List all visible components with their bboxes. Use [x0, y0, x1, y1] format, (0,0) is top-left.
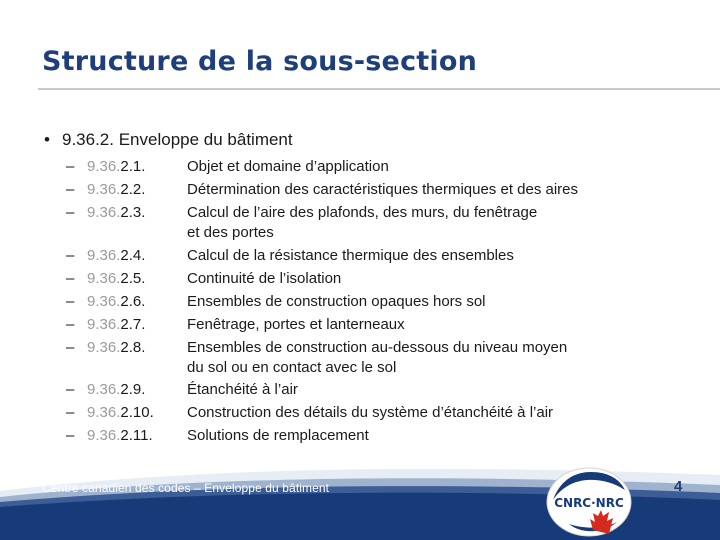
- item-number: 9.36.2.9.: [87, 381, 146, 398]
- logo-wordmark: CNRC·NRC: [554, 496, 624, 510]
- item-description: Calcul de la résistance thermique des ensembles: [187, 247, 514, 264]
- item-description: Fenêtrage, portes et lanterneaux: [187, 316, 405, 333]
- dash-marker: –: [66, 270, 75, 287]
- page-number: 4: [674, 478, 683, 495]
- slide-title: Structure de la sous-section: [42, 46, 478, 77]
- item-number: 9.36.2.10.: [87, 404, 154, 421]
- item-number: 9.36.2.4.: [87, 247, 146, 264]
- dash-marker: –: [66, 181, 75, 198]
- dash-marker: –: [66, 381, 75, 398]
- dash-marker: –: [66, 316, 75, 333]
- item-number: 9.36.2.1.: [87, 158, 146, 175]
- item-description: Étanchéité à l’air: [187, 381, 298, 398]
- item-number: 9.36.2.2.: [87, 181, 146, 198]
- dash-marker: –: [66, 204, 75, 221]
- bullet-marker: •: [44, 130, 50, 149]
- item-number: 9.36.2.3.: [87, 204, 146, 221]
- item-number: 9.36.2.7.: [87, 316, 146, 333]
- item-number: 9.36.2.5.: [87, 270, 146, 287]
- dash-marker: –: [66, 404, 75, 421]
- item-description-continuation: et des portes: [187, 224, 274, 241]
- dash-marker: –: [66, 339, 75, 356]
- item-description: Objet et domaine d’application: [187, 158, 389, 175]
- item-description: Solutions de remplacement: [187, 427, 369, 444]
- cnrc-nrc-logo: [543, 464, 635, 540]
- footer-caption: Centre canadien des codes – Enveloppe du bâtiment: [42, 481, 330, 495]
- item-description: Calcul de l’aire des plafonds, des murs, du fenêtrage: [187, 204, 538, 221]
- item-description-continuation: du sol ou en contact avec le sol: [187, 359, 397, 376]
- item-number: 9.36.2.8.: [87, 339, 146, 356]
- bullet-text: 9.36.2. Enveloppe du bâtiment: [62, 130, 293, 149]
- item-description: Continuité de l’isolation: [187, 270, 342, 287]
- dash-marker: –: [66, 247, 75, 264]
- item-number: 9.36.2.6.: [87, 293, 146, 310]
- item-description: Construction des détails du système d’étanchéité à l’air: [187, 404, 554, 421]
- item-description: Ensembles de construction opaques hors sol: [187, 293, 486, 310]
- dash-marker: –: [66, 427, 75, 444]
- item-description: Détermination des caractéristiques thermiques et des aires: [187, 181, 579, 198]
- dash-marker: –: [66, 158, 75, 175]
- item-description: Ensembles de construction au-dessous du niveau moyen: [187, 339, 568, 356]
- dash-marker: –: [66, 293, 75, 310]
- item-number: 9.36.2.11.: [87, 427, 153, 444]
